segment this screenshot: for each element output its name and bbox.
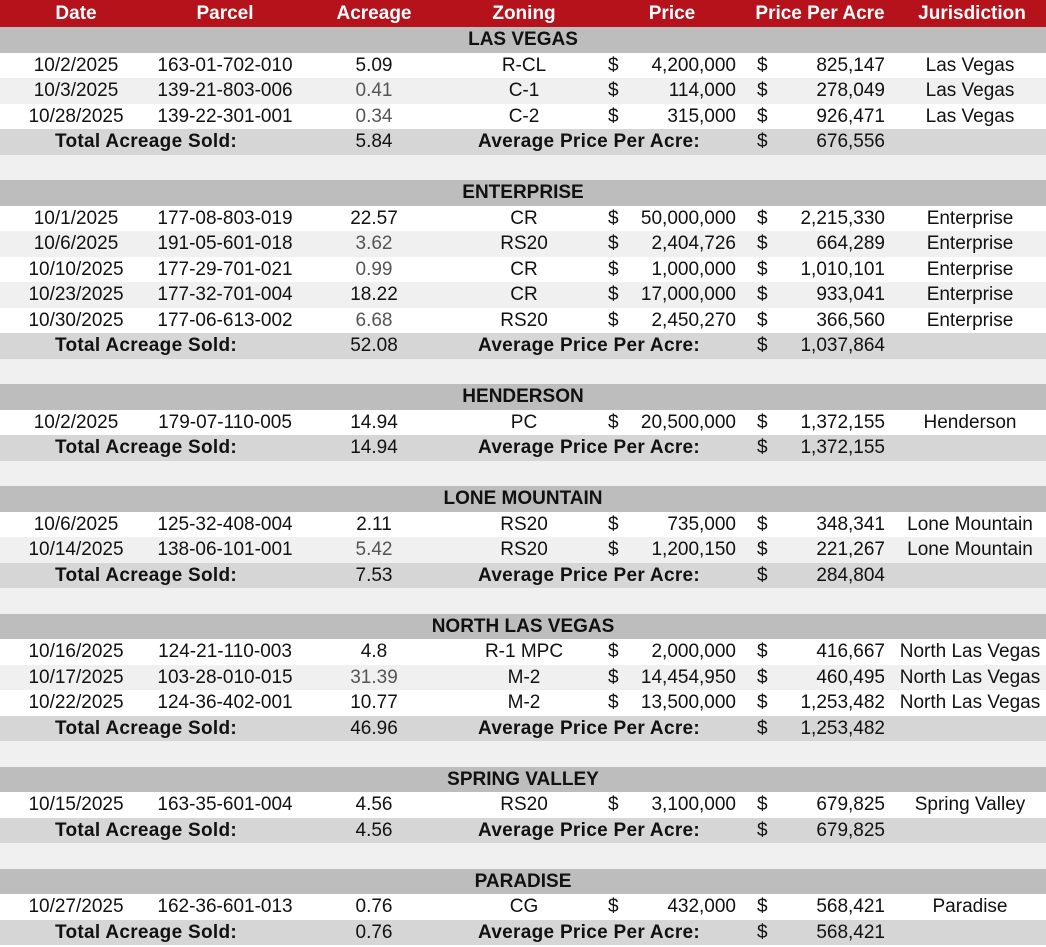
total-acreage-value: 14.94: [350, 437, 398, 458]
cell-price-per-acre: 2,215,330: [800, 207, 885, 229]
total-acreage-label: Total Acreage Sold:: [55, 335, 238, 356]
cell-price-per-acre: 460,495: [816, 666, 885, 688]
cell-parcel: 163-35-601-004: [157, 794, 293, 815]
cell-price-per-acre: 221,267: [816, 539, 885, 560]
cell-date: 10/15/2025: [28, 794, 124, 815]
cell-parcel: 124-36-402-001: [157, 692, 293, 713]
cell-ppa-currency: $: [757, 258, 768, 280]
avg-price-value: 568,421: [816, 921, 885, 943]
cell-zoning: M-2: [507, 666, 541, 688]
cell-date: 10/27/2025: [28, 896, 124, 917]
section-header: [0, 180, 1046, 206]
cell-price-per-acre: 926,471: [816, 105, 885, 127]
cell-price-per-acre: 348,341: [816, 513, 885, 535]
cell-parcel: 177-32-701-004: [157, 284, 293, 305]
cell-parcel: 191-05-601-018: [157, 233, 293, 254]
cell-price: 13,500,000: [640, 692, 736, 713]
header-price[interactable]: Price: [648, 3, 696, 24]
cell-price-currency: $: [608, 896, 619, 917]
cell-zoning: M-2: [507, 692, 541, 713]
cell-zoning: CR: [510, 258, 538, 280]
cell-date: 10/10/2025: [28, 258, 124, 280]
table-row[interactable]: [0, 308, 1046, 334]
cell-date: 10/3/2025: [33, 80, 119, 101]
section-header: [0, 486, 1046, 512]
avg-price-label: Average Price Per Acre:: [478, 819, 701, 841]
section-spacer: [0, 843, 1046, 869]
cell-price-per-acre: 825,147: [816, 54, 885, 76]
cell-acreage: 4.56: [355, 794, 393, 815]
cell-parcel: 179-07-110-005: [158, 411, 292, 433]
cell-zoning: C-2: [508, 105, 540, 127]
cell-zoning: R-CL: [501, 54, 547, 76]
cell-price: 315,000: [667, 105, 736, 127]
avg-price-currency: $: [757, 819, 768, 841]
cell-price-per-acre: 568,421: [816, 896, 885, 917]
cell-date: 10/2/2025: [33, 54, 119, 76]
cell-zoning: CG: [509, 896, 539, 917]
section-spacer: [0, 155, 1046, 181]
header-row: [0, 0, 1046, 27]
header-date[interactable]: Date: [55, 3, 97, 24]
cell-jurisdiction: Spring Valley: [914, 794, 1026, 815]
table-row[interactable]: [0, 894, 1046, 920]
avg-price-value: 1,372,155: [800, 437, 885, 458]
cell-zoning: RS20: [500, 309, 548, 331]
header-acreage[interactable]: Acreage: [336, 3, 412, 24]
cell-acreage: 18.22: [350, 284, 398, 305]
cell-price: 1,200,150: [651, 539, 736, 560]
cell-jurisdiction: Las Vegas: [925, 80, 1015, 101]
table-row[interactable]: [0, 257, 1046, 283]
total-row: [0, 563, 1046, 589]
cell-jurisdiction: Henderson: [923, 411, 1017, 433]
total-acreage-value: 0.76: [355, 921, 393, 943]
total-acreage-label: Total Acreage Sold:: [55, 131, 238, 152]
cell-parcel: 125-32-408-004: [157, 513, 293, 535]
avg-price-label: Average Price Per Acre:: [478, 335, 701, 356]
cell-price: 735,000: [667, 513, 736, 535]
table-row[interactable]: [0, 53, 1046, 79]
section-title: SPRING VALLEY: [447, 768, 599, 790]
table-row[interactable]: [0, 206, 1046, 232]
section-title: LAS VEGAS: [468, 29, 578, 50]
total-row: [0, 435, 1046, 461]
cell-price: 2,450,270: [651, 309, 736, 331]
cell-price-currency: $: [608, 666, 619, 688]
table-row[interactable]: [0, 282, 1046, 308]
cell-acreage: 31.39: [350, 666, 398, 688]
avg-price-value: 284,804: [816, 564, 885, 586]
cell-zoning: CR: [510, 284, 538, 305]
cell-price-currency: $: [608, 80, 619, 101]
table-row[interactable]: [0, 792, 1046, 818]
cell-price-currency: $: [608, 54, 619, 76]
cell-price-currency: $: [608, 641, 619, 662]
cell-acreage: 5.09: [355, 54, 393, 76]
avg-price-value: 679,825: [816, 819, 885, 841]
section-spacer: [0, 741, 1046, 767]
cell-ppa-currency: $: [757, 666, 768, 688]
cell-ppa-currency: $: [757, 309, 768, 331]
total-acreage-value: 5.84: [355, 131, 393, 152]
cell-price-currency: $: [608, 539, 619, 560]
total-acreage-value: 46.96: [350, 717, 398, 739]
total-acreage-label: Total Acreage Sold:: [55, 564, 238, 586]
cell-acreage: 0.99: [355, 258, 393, 280]
cell-date: 10/23/2025: [28, 284, 124, 305]
cell-ppa-currency: $: [757, 794, 768, 815]
table-body: [0, 27, 1046, 945]
section-title: ENTERPRISE: [462, 182, 584, 203]
cell-price-currency: $: [608, 692, 619, 713]
cell-price: 2,000,000: [651, 641, 736, 662]
total-acreage-label: Total Acreage Sold:: [55, 437, 238, 458]
table-row[interactable]: [0, 78, 1046, 104]
cell-price-per-acre: 278,049: [816, 80, 885, 101]
cell-price-currency: $: [608, 105, 619, 127]
cell-acreage: 0.41: [355, 80, 393, 101]
cell-acreage: 0.34: [355, 105, 393, 127]
cell-price-per-acre: 933,041: [816, 284, 885, 305]
cell-date: 10/6/2025: [33, 233, 119, 254]
avg-price-value: 1,253,482: [800, 717, 885, 739]
cell-ppa-currency: $: [757, 105, 768, 127]
cell-price-per-acre: 416,667: [816, 641, 885, 662]
section-title: NORTH LAS VEGAS: [431, 615, 615, 637]
cell-jurisdiction: Lone Mountain: [907, 513, 1033, 535]
cell-price-currency: $: [608, 411, 619, 433]
cell-jurisdiction: Enterprise: [926, 284, 1014, 305]
section-title: HENDERSON: [462, 386, 584, 407]
section-spacer: [0, 588, 1046, 614]
cell-date: 10/6/2025: [33, 513, 119, 535]
cell-date: 10/22/2025: [28, 692, 124, 713]
avg-price-label: Average Price Per Acre:: [478, 131, 701, 152]
header-zoning[interactable]: Zoning: [492, 3, 556, 24]
cell-price: 3,100,000: [651, 794, 736, 815]
cell-ppa-currency: $: [757, 284, 768, 305]
cell-ppa-currency: $: [757, 54, 768, 76]
cell-date: 10/14/2025: [28, 539, 124, 560]
cell-zoning: R-1 MPC: [484, 641, 564, 662]
cell-zoning: RS20: [500, 233, 548, 254]
cell-jurisdiction: North Las Vegas: [899, 641, 1041, 662]
cell-price: 114,000: [668, 80, 736, 101]
cell-parcel: 138-06-101-001: [157, 539, 293, 560]
cell-zoning: PC: [510, 411, 538, 433]
avg-price-label: Average Price Per Acre:: [478, 437, 701, 458]
cell-zoning: RS20: [500, 539, 548, 560]
cell-price: 2,404,726: [651, 233, 736, 254]
cell-jurisdiction: Enterprise: [926, 258, 1014, 280]
table-row[interactable]: [0, 231, 1046, 257]
avg-price-currency: $: [757, 131, 768, 152]
table-row[interactable]: [0, 512, 1046, 538]
total-acreage-value: 7.53: [355, 564, 393, 586]
avg-price-value: 1,037,864: [800, 335, 885, 356]
cell-price: 50,000,000: [640, 207, 736, 229]
total-row: [0, 716, 1046, 742]
cell-price-currency: $: [608, 284, 619, 305]
total-acreage-value: 52.08: [350, 335, 398, 356]
cell-date: 10/2/2025: [33, 411, 119, 433]
section-title: PARADISE: [474, 870, 572, 892]
total-row: [0, 818, 1046, 844]
cell-parcel: 177-29-701-021: [157, 258, 293, 280]
avg-price-currency: $: [757, 335, 768, 356]
cell-jurisdiction: Enterprise: [926, 233, 1014, 254]
total-acreage-label: Total Acreage Sold:: [55, 819, 238, 841]
table-row[interactable]: [0, 690, 1046, 716]
cell-parcel: 163-01-702-010: [157, 54, 293, 76]
cell-price-per-acre: 1,372,155: [800, 411, 885, 433]
header-parcel[interactable]: Parcel: [196, 3, 254, 24]
avg-price-value: 676,556: [816, 131, 885, 152]
total-row: [0, 920, 1046, 946]
cell-acreage: 4.8: [360, 641, 388, 662]
total-acreage-label: Total Acreage Sold:: [55, 921, 238, 943]
cell-price-currency: $: [608, 258, 619, 280]
avg-price-currency: $: [757, 437, 768, 458]
section-spacer: [0, 359, 1046, 385]
cell-acreage: 0.76: [355, 896, 393, 917]
section-spacer: [0, 461, 1046, 487]
cell-price-currency: $: [608, 794, 619, 815]
cell-date: 10/28/2025: [28, 105, 124, 127]
cell-price: 14,454,950: [640, 666, 736, 688]
cell-zoning: C-1: [508, 80, 540, 101]
cell-price: 432,000: [667, 896, 736, 917]
cell-ppa-currency: $: [757, 641, 768, 662]
section-header: [0, 767, 1046, 793]
cell-price: 17,000,000: [640, 284, 736, 305]
cell-price: 20,500,000: [640, 411, 736, 433]
table-row[interactable]: [0, 104, 1046, 130]
cell-parcel: 139-21-803-006: [157, 80, 293, 101]
cell-date: 10/16/2025: [28, 641, 124, 662]
cell-acreage: 14.94: [350, 411, 398, 433]
cell-ppa-currency: $: [757, 513, 768, 535]
cell-price-per-acre: 679,825: [816, 794, 885, 815]
cell-ppa-currency: $: [757, 896, 768, 917]
cell-price-currency: $: [608, 207, 619, 229]
cell-price-per-acre: 664,289: [816, 233, 885, 254]
cell-jurisdiction: Las Vegas: [925, 54, 1015, 76]
section-header: [0, 27, 1046, 53]
cell-jurisdiction: Enterprise: [926, 309, 1014, 331]
section-header: [0, 614, 1046, 640]
cell-zoning: CR: [510, 207, 538, 229]
avg-price-label: Average Price Per Acre:: [478, 717, 701, 739]
cell-price-per-acre: 366,560: [816, 309, 885, 331]
avg-price-currency: $: [757, 717, 768, 739]
cell-ppa-currency: $: [757, 692, 768, 713]
total-acreage-label: Total Acreage Sold:: [55, 717, 238, 739]
table-row[interactable]: [0, 639, 1046, 665]
cell-parcel: 162-36-601-013: [157, 896, 293, 917]
cell-ppa-currency: $: [757, 411, 768, 433]
cell-zoning: RS20: [500, 513, 548, 535]
cell-acreage: 5.42: [355, 539, 393, 560]
cell-acreage: 2.11: [356, 513, 392, 535]
cell-jurisdiction: Lone Mountain: [907, 539, 1033, 560]
cell-jurisdiction: Las Vegas: [925, 105, 1015, 127]
cell-acreage: 6.68: [355, 309, 393, 331]
cell-parcel: 139-22-301-001: [157, 105, 293, 127]
section-header: [0, 384, 1046, 410]
cell-acreage: 3.62: [355, 233, 393, 254]
header-price-per-acre[interactable]: Price Per Acre: [755, 3, 885, 24]
cell-jurisdiction: Enterprise: [926, 207, 1014, 229]
cell-parcel: 177-08-803-019: [157, 207, 293, 229]
cell-jurisdiction: North Las Vegas: [899, 666, 1041, 688]
avg-price-currency: $: [757, 564, 768, 586]
avg-price-label: Average Price Per Acre:: [478, 564, 701, 586]
section-header: [0, 869, 1046, 895]
cell-jurisdiction: Paradise: [932, 896, 1008, 917]
cell-acreage: 10.77: [350, 692, 398, 713]
cell-date: 10/1/2025: [33, 207, 119, 229]
cell-date: 10/30/2025: [28, 309, 124, 331]
total-row: [0, 333, 1046, 359]
cell-price-currency: $: [608, 309, 619, 331]
cell-price-currency: $: [608, 233, 619, 254]
cell-date: 10/17/2025: [28, 666, 124, 688]
table-row[interactable]: [0, 665, 1046, 691]
section-title: LONE MOUNTAIN: [443, 488, 603, 509]
cell-parcel: 103-28-010-015: [157, 666, 293, 688]
cell-ppa-currency: $: [757, 80, 768, 101]
table-row[interactable]: [0, 537, 1046, 563]
cell-price-currency: $: [608, 513, 619, 535]
cell-parcel: 124-21-110-003: [158, 641, 292, 662]
cell-zoning: RS20: [500, 794, 548, 815]
cell-price: 4,200,000: [651, 54, 736, 76]
cell-parcel: 177-06-613-002: [157, 309, 293, 331]
header-jurisdiction[interactable]: Jurisdiction: [918, 3, 1026, 24]
cell-price: 1,000,000: [651, 258, 736, 280]
cell-ppa-currency: $: [757, 207, 768, 229]
total-row: [0, 129, 1046, 155]
avg-price-label: Average Price Per Acre:: [478, 921, 701, 943]
cell-price-per-acre: 1,253,482: [800, 692, 885, 713]
table-row[interactable]: [0, 410, 1046, 436]
cell-price-per-acre: 1,010,101: [800, 258, 885, 280]
cell-ppa-currency: $: [757, 539, 768, 560]
total-acreage-value: 4.56: [355, 819, 393, 841]
cell-acreage: 22.57: [350, 207, 398, 229]
avg-price-currency: $: [757, 921, 768, 943]
cell-jurisdiction: North Las Vegas: [899, 692, 1041, 713]
cell-ppa-currency: $: [757, 233, 768, 254]
